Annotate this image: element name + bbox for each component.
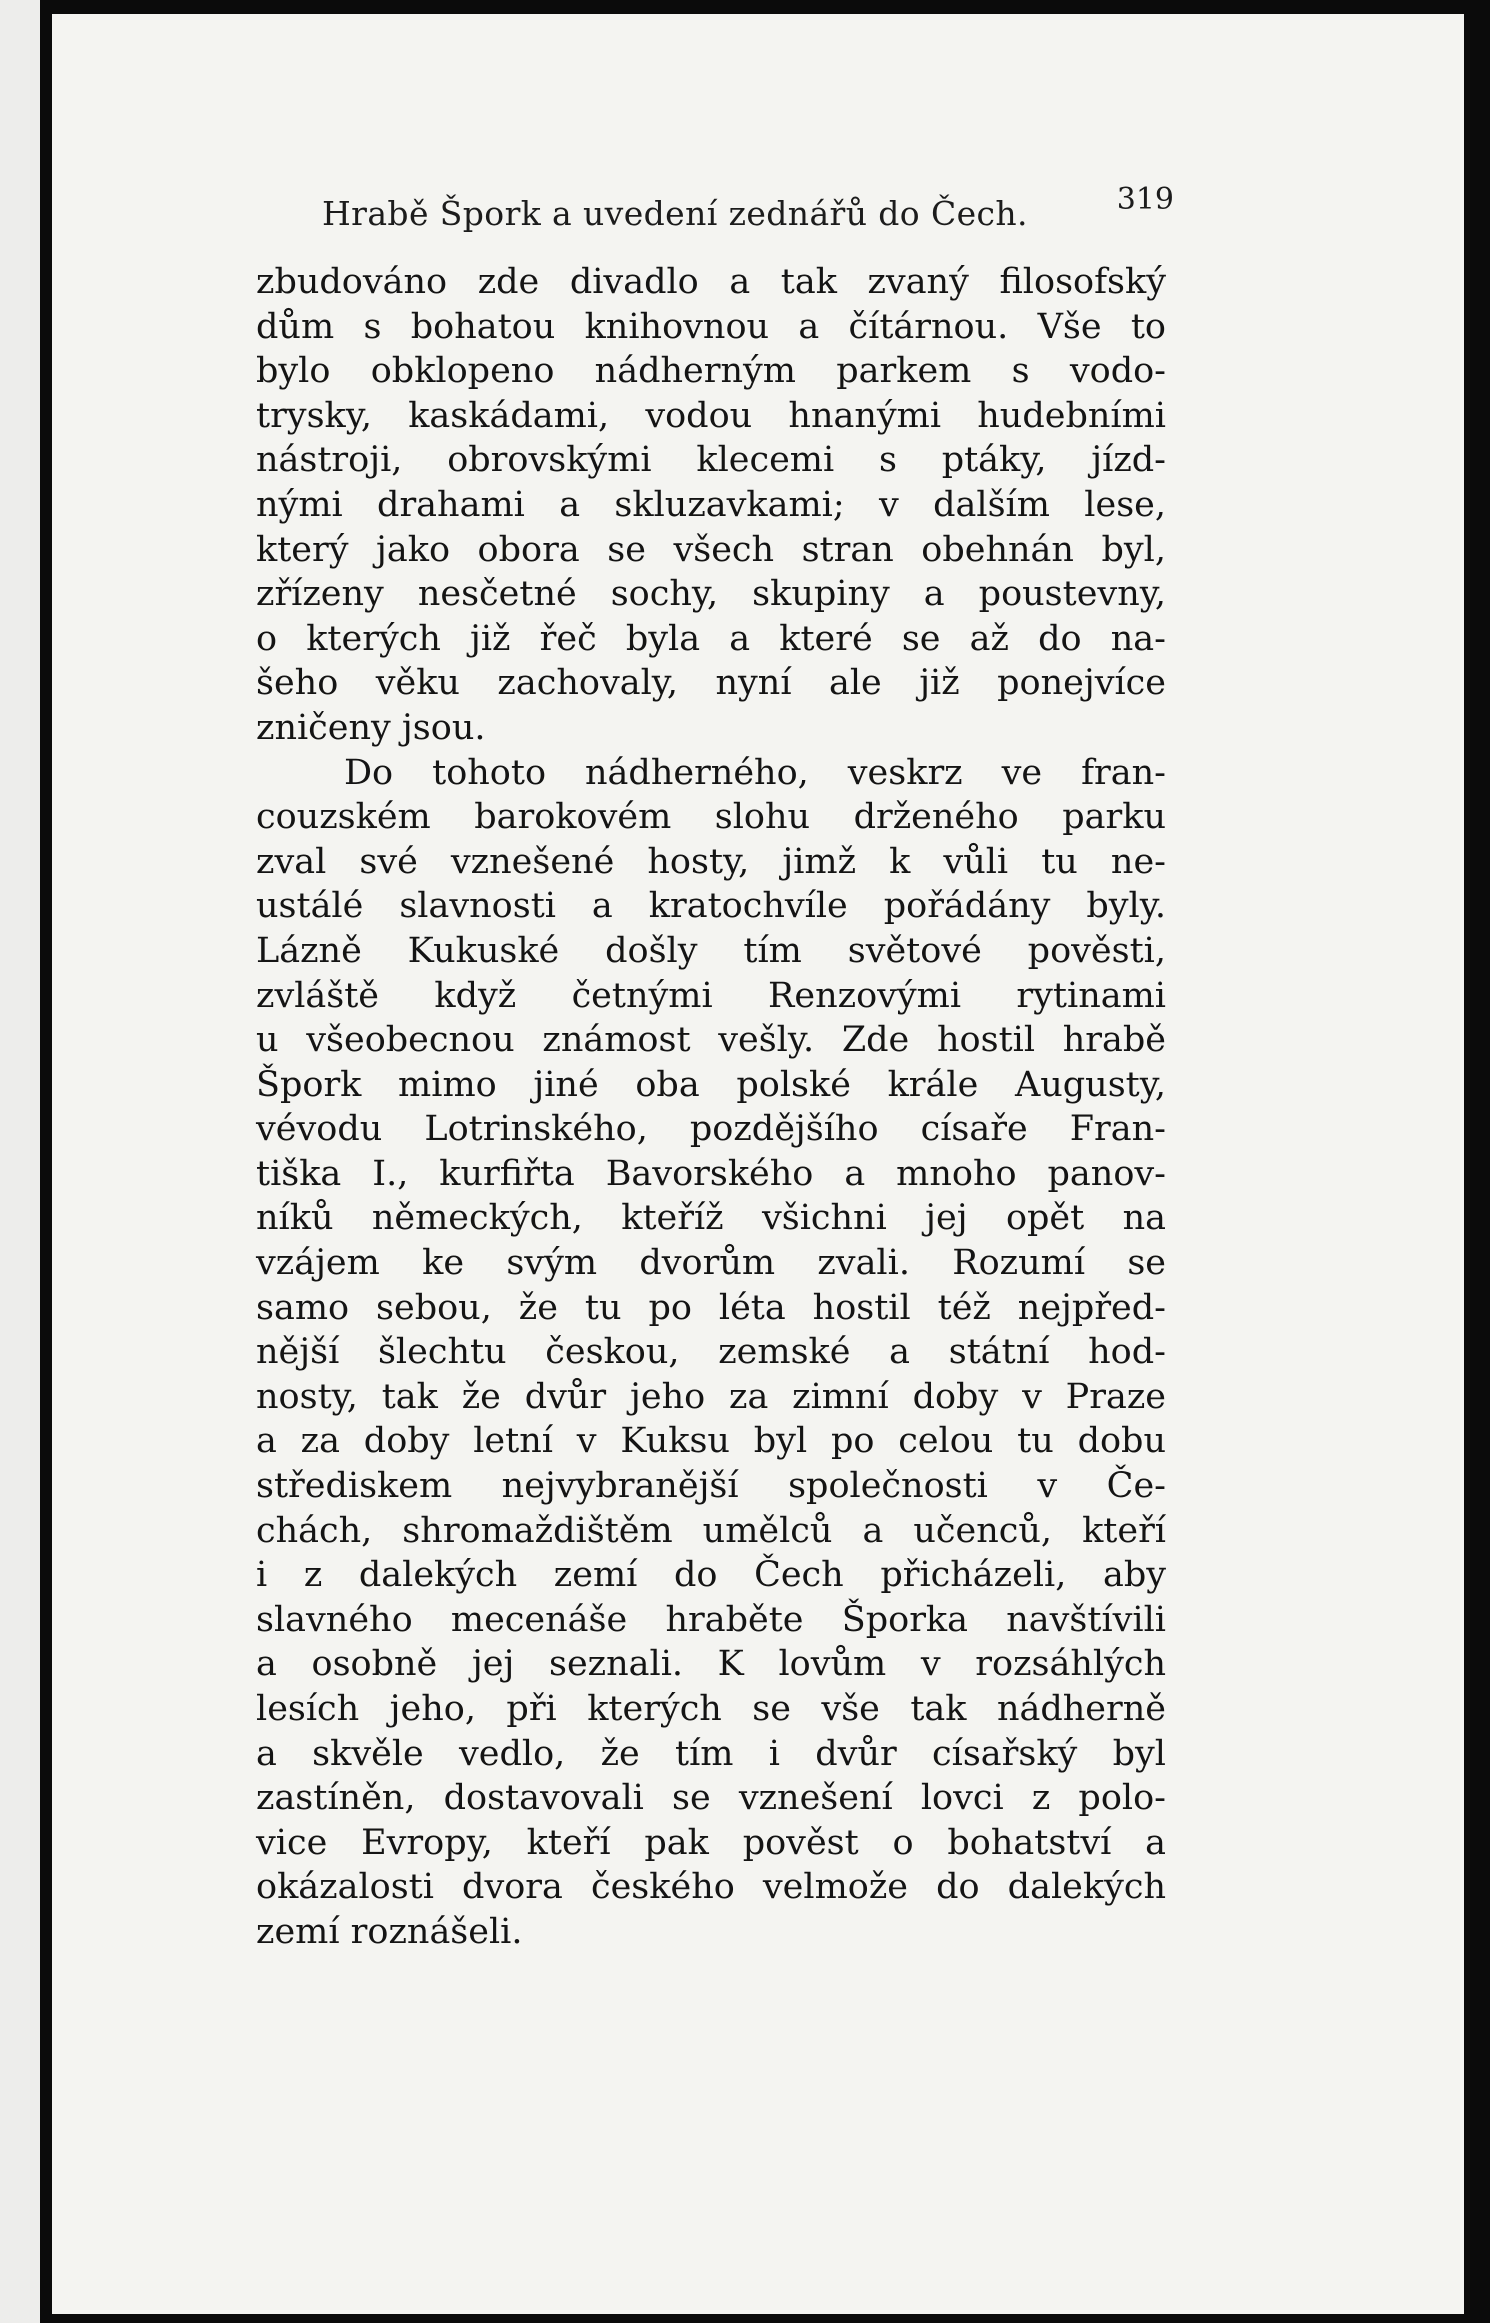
text-line: a za doby letní v Kuksu byl po celou tu dobu (256, 1421, 1166, 1462)
text-line: níků německých, kteříž všichni jej opět na (256, 1198, 1166, 1239)
text-line: o kterých již řeč byla a které se až do na- (256, 618, 1166, 659)
text-line: zvláště když četnými Renzovými rytinami (256, 975, 1166, 1016)
running-head: Hrabě Špork a uvedení zednářů do Čech. (322, 194, 1028, 233)
text-line: lesích jeho, při kterých se vše tak nádherně (256, 1689, 1166, 1729)
page-number: 319 (1116, 182, 1174, 217)
text-line: u všeobecnou známost vešly. Zde hostil hrabě (256, 1020, 1166, 1061)
text-line: a skvěle vedlo, že tím i dvůr císařský byl (256, 1733, 1166, 1774)
text-line: zbudováno zde divadlo a tak zvaný filosofský (256, 262, 1166, 302)
text-line: slavného mecenáše hraběte Šporka navštívili (256, 1599, 1166, 1640)
text-line: chách, shromaždištěm umělců a učenců, kteří (256, 1510, 1166, 1551)
text-line: vévodu Lotrinského, pozdějšího císaře Fran- (256, 1109, 1166, 1150)
text-line: šeho věku zachovaly, nyní ale již ponejvíce (256, 663, 1166, 704)
text-line: samo sebou, že tu po léta hostil též nejpřed- (256, 1287, 1166, 1328)
text-line: Do tohoto nádherného, veskrz ve fran- (344, 752, 1166, 793)
page-header (270, 182, 1174, 242)
text-line: Špork mimo jiné oba polské krále Augusty, (256, 1064, 1166, 1105)
text-line: zničeny jsou. (256, 707, 486, 748)
text-line: zval své vznešené hosty, jimž k vůli tu ne- (256, 841, 1166, 882)
text-line: Lázně Kukuské došly tím světové pověsti, (256, 930, 1166, 971)
text-line: a osobně jej seznali. K lovům v rozsáhlých (256, 1644, 1166, 1685)
text-line: okázalosti dvora českého velmože do dalekých (256, 1867, 1166, 1908)
text-line: zastíněn, dostavovali se vznešení lovci z polo- (256, 1778, 1166, 1819)
text-line: nosty, tak že dvůr jeho za zimní doby v Praze (256, 1376, 1166, 1417)
text-line: nými drahami a skluzavkami; v dalším lese, (256, 484, 1166, 525)
text-line: trysky, kaskádami, vodou hnanými hudebními (256, 395, 1166, 436)
text-line: dům s bohatou knihovnou a čítárnou. Vše to (256, 306, 1166, 347)
text-line: i z dalekých zemí do Čech přicházeli, aby (256, 1555, 1166, 1596)
left-page-edge (0, 0, 40, 2323)
text-line: nástroji, obrovskými klecemi s ptáky, jízd- (256, 440, 1166, 481)
text-line: ustálé slavnosti a kratochvíle pořádány byly. (256, 886, 1166, 927)
text-line: tiška I., kurfiřta Bavorského a mnoho panov- (256, 1153, 1166, 1194)
text-line: vice Evropy, kteří pak pověst o bohatství a (256, 1822, 1166, 1863)
text-line: střediskem nejvybranější společnosti v Če- (256, 1466, 1166, 1507)
text-line: který jako obora se všech stran obehnán byl, (256, 529, 1166, 570)
text-line: couzském barokovém slohu drženého parku (256, 797, 1166, 838)
text-line: zemí roznášeli. (256, 1911, 523, 1952)
text-line: bylo obklopeno nádherným parkem s vodo- (256, 351, 1166, 392)
text-line: nější šlechtu českou, zemské a státní hod- (256, 1332, 1166, 1373)
text-line: zřízeny nesčetné sochy, skupiny a poustevny, (256, 574, 1166, 615)
body-text (256, 260, 1166, 1955)
text-line: vzájem ke svým dvorům zvali. Rozumí se (256, 1243, 1166, 1284)
